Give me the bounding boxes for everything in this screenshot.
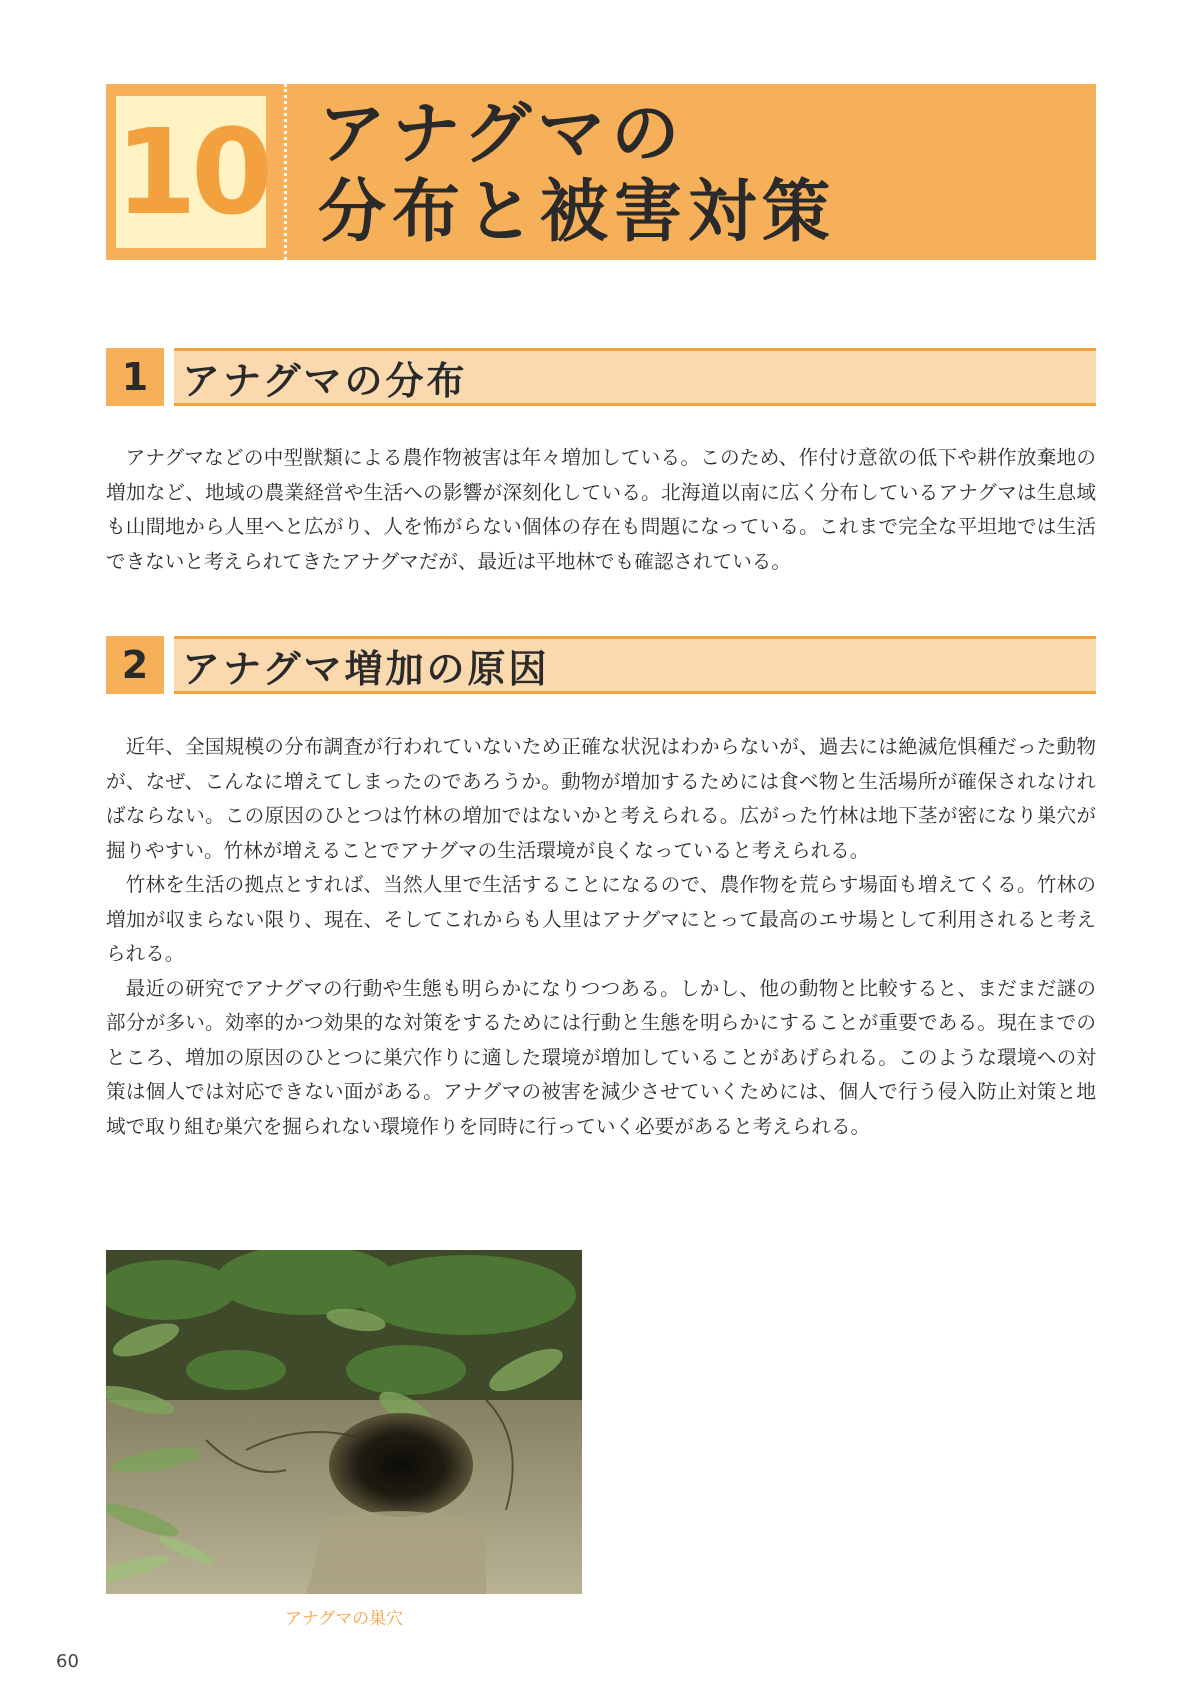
photo-caption: アナグマの巣穴 (284, 1609, 404, 1629)
section-number: 1 (121, 355, 149, 399)
chapter-title (318, 96, 1078, 252)
chapter-title-line-2: 分布と被害対策 (318, 173, 837, 252)
paragraph: 近年、全国規模の分布調査が行われていないため正確な状況はわからないが、過去には絶滅危惧種だった動物が、なぜ、こんなに増えてしまったのであろうか。動物が増加するためには食べ物と生活場所が確保されなければならない。この原因のひとつは竹林の増加ではないかと考えられる。広がった竹林は地下茎が密になり巣穴が掘りやすい。竹林が増えることでアナグマの生活環境が良くなっていると考えられる。 (106, 735, 1096, 862)
section-heading-2 (106, 636, 1096, 694)
section-number: 2 (121, 643, 149, 687)
section-heading-1 (106, 348, 1096, 406)
chapter-divider (284, 84, 287, 260)
chapter-header (106, 84, 1096, 260)
section-2-body (106, 730, 1096, 1144)
chapter-number-box (116, 96, 266, 248)
paragraph: 最近の研究でアナグマの行動や生態も明らかになりつつある。しかし、他の動物と比較すると、まだまだ謎の部分が多い。効率的かつ効果的な対策をするためには行動と生態を明らかにすることが重要である。現在までのところ、増加の原因のひとつに巣穴作りに適した環境が増加していることがあげられる。このような環境への対策は個人では対応できない面がある。アナグマの被害を減少させていくためには、個人で行う侵入防止対策と地域で取り組む巣穴を掘られない環境作りを同時に行っていく必要があると考えられる。 (106, 976, 1096, 1138)
section-number-box (106, 636, 164, 694)
chapter-number: 10 (114, 103, 268, 241)
burrow-photo-illustration (106, 1250, 582, 1594)
section-title: アナグマの分布 (182, 358, 468, 403)
burrow-photo (106, 1250, 582, 1594)
section-title-bar (174, 348, 1096, 406)
paragraph: アナグマなどの中型獣類による農作物被害は年々増加している。このため、作付け意欲の低下や耕作放棄地の増加など、地域の農業経営や生活への影響が深刻化している。北海道以南に広く分布しているアナグマは生息域も山間地から人里へと広がり、人を怖がらない個体の存在も問題になっている。これまで完全な平坦地では生活できないと考えられてきたアナグマだが、最近は平地林でも確認されている。 (106, 446, 1096, 573)
page-number: 60 (56, 1651, 79, 1672)
section-title-bar (174, 636, 1096, 694)
section-title: アナグマ増加の原因 (182, 646, 550, 691)
section-number-box (106, 348, 164, 406)
paragraph: 竹林を生活の拠点とすれば、当然人里で生活することになるので、農作物を荒らす場面も増えてくる。竹林の増加が収まらない限り、現在、そしてこれからも人里はアナグマにとって最高のエサ場として利用されると考えられる。 (106, 873, 1096, 965)
chapter-title-line-1: アナグマの (318, 95, 686, 174)
section-1-body (106, 441, 1096, 579)
